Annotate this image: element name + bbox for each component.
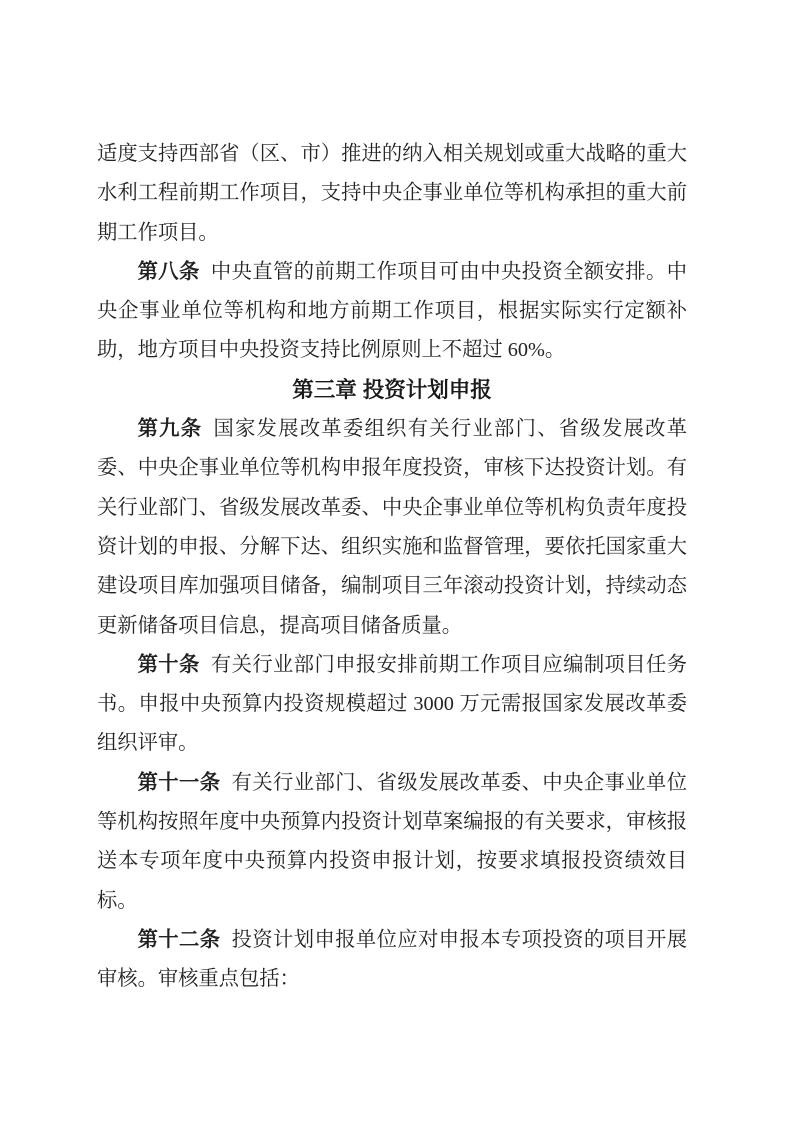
chapter-3-heading: 第三章 投资计划申报 <box>292 377 492 402</box>
article-11-number: 第十一条 <box>137 771 221 794</box>
article-9-number: 第九条 <box>137 418 203 441</box>
article-12-text: 投资计划申报单位应对申报本专项投资的项目开展审核。审核重点包括： <box>97 928 687 991</box>
article-10-text: 有关行业部门申报安排前期工作项目应编制项目任务书。申报中央预算内投资规模超过 3000 万元需报国家发展改革委组织评审。 <box>97 653 687 755</box>
article-11-text: 有关行业部门、省级发展改革委、中央企事业单位等机构按照年度中央预算内投资计划草案编报的有关要求，审核报送本专项年度中央预算内投资申报计划，按要求填报投资绩效目标。 <box>97 771 687 912</box>
article-8-text: 中央直管的前期工作项目可由中央投资全额安排。中央企事业单位等机构和地方前期工作项目，根据实际实行定额补助，地方项目中央投资支持比例原则上不超过 60%。 <box>97 260 687 362</box>
paragraph-article-9 <box>97 410 687 646</box>
page-content <box>97 135 687 1000</box>
paragraph-article-10 <box>97 646 687 764</box>
paragraph-article-11 <box>97 764 687 921</box>
article-8-number: 第八条 <box>137 260 200 283</box>
paragraph-continuation: 适度支持西部省（区、市）推进的纳入相关规划或重大战略的重大水利工程前期工作项目，支持中央企事业单位等机构承担的重大前期工作项目。 <box>97 143 687 244</box>
article-12-number: 第十二条 <box>137 928 221 951</box>
paragraph-article-12 <box>97 921 687 1000</box>
article-9-text: 国家发展改革委组织有关行业部门、省级发展改革委、中央企事业单位等机构申报年度投资，审核下达投资计划。有关行业部门、省级发展改革委、中央企事业单位等机构负责年度投资计划的申报、分解下达、组织实施和监督管理，要依托国家重大建设项目库加强项目储备，编制项目三年滚动投资计划，持续动态更新储备项目信息，提高项目储备质量。 <box>97 418 687 637</box>
article-10-number: 第十条 <box>137 653 200 676</box>
paragraph-article-8 <box>97 253 687 371</box>
